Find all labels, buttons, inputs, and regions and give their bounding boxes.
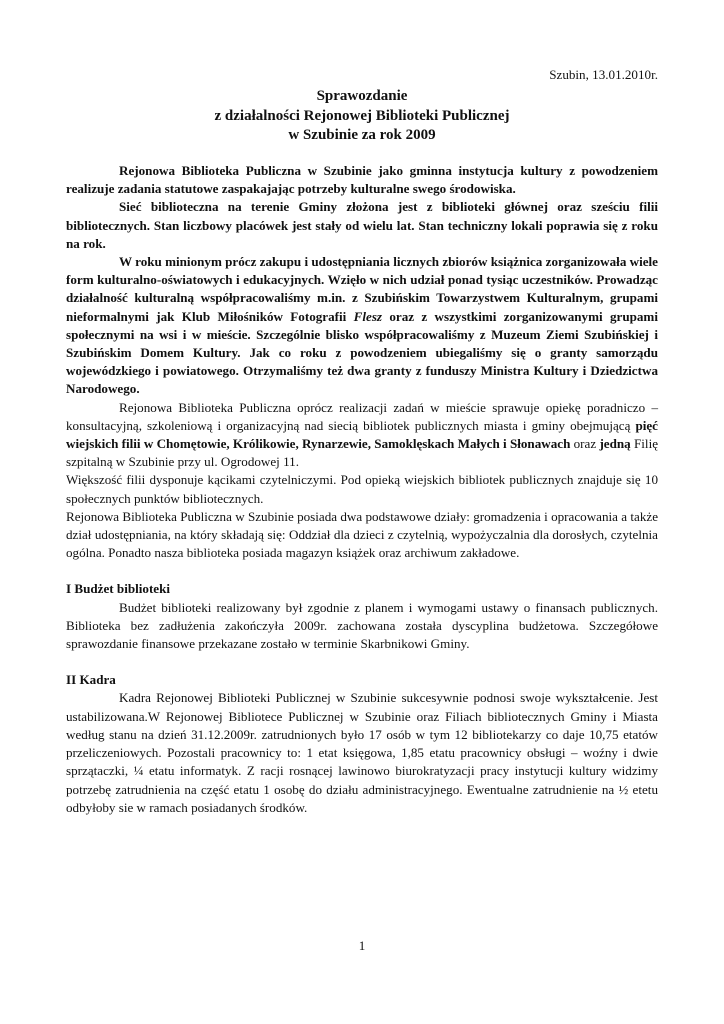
document-title bbox=[66, 87, 658, 146]
section-2-text: Kadra Rejonowej Biblioteki Publicznej w Szubinie sukcesywnie podnosi swoje wykształcenie. Jest ustabilizowana.W Rejonowej Bibliotece Publicznej w Szubinie oraz Filiach bibliotecznych Gminy i Miasta według stanu na dzień 31.12.2009r. zatrudnionych było 17 osób w tym 12 bibliotekarzy co daje 10,75 etatów przeliczeniowych. Pozostali pracownicy to: 1 etat księgowa, 1,85 etatu pracownicy obsługi – woźny i dwie sprzątaczki, ¼ etatu informatyk. Z racji rosnącej lawinowo biurokratyzacji pracy instytucji kultury widzimy potrzebę zatrudnienia na część etatu 1 osobę do działu administracyjnego. Ewentualne zatrudnienie na ½ etetu odbyłoby sie w ramach posiadanych środków. bbox=[66, 690, 658, 815]
flesz-club-name: Flesz bbox=[353, 308, 383, 324]
intro-paragraph-1: Rejonowa Biblioteka Publiczna w Szubinie jako gminna instytucja kultury z powodzeniem realizuje zadania statutowe zaspakajając potrzeby kulturalne swego środowiska. bbox=[66, 163, 658, 197]
section-1-heading: I Budżet biblioteki bbox=[66, 581, 171, 597]
section-1-text: Budżet biblioteki realizowany był zgodnie z planem i wymogami ustawy o finansach publicznych. Biblioteka bez zadłużenia zakończyła 2009r. zachowana została dyscyplina budżetowa. Szczegółowe sprawozdanie finansowe przekazane zostało w terminie Skarbnikowi Gminy. bbox=[66, 599, 658, 652]
page-number: 1 bbox=[358, 938, 366, 953]
intro-paragraph-5: Większość filii dysponuje kącikami czytelniczymi. Pod opieką wiejskich bibliotek publicznych znajduje się 10 społecznych punktów bibliotecznych. bbox=[66, 472, 658, 506]
section-spacer bbox=[66, 562, 658, 580]
intro-paragraph-3 bbox=[66, 253, 658, 399]
intro-paragraph-4-text-b: oraz bbox=[570, 436, 600, 452]
title-line-3: w Szubinie za rok 2009 bbox=[288, 127, 436, 143]
document-body bbox=[66, 162, 658, 817]
branch-list-bold: pięć wiejskich filii w Chomętowie, Królikowie, Rynarzewie, Samoklęskach Małych i Słonawach bbox=[66, 417, 658, 452]
intro-paragraph-2: Sieć biblioteczna na terenie Gminy złożona jest z biblioteki głównej oraz sześciu filii bibliotecznych. Stan liczbowy placówek jest stały od wielu lat. Stan techniczny lokali poprawia się z roku na rok. bbox=[66, 199, 658, 251]
intro-paragraph-4-text-a: Rejonowa Biblioteka Publiczna oprócz realizacji zadań w mieście sprawuje opiekę poradniczo – konsultacyjną, szkoleniową i organizacyjną nad siecią bibliotek publicznych miasta i gminy obejmującą bbox=[66, 399, 658, 433]
intro-paragraph-6: Rejonowa Biblioteka Publiczna w Szubinie posiada dwa podstawowe działy: gromadzenia i opracowania a także dział udostępniania, na który składają się: Oddział dla dzieci z czytelnią, wypożyczalnia dla dorosłych, czytelnia ogólna. Ponadto nasza biblioteka posiada magazyn książek oraz archiwum zakładowe. bbox=[66, 508, 658, 561]
section-2-heading: II Kadra bbox=[66, 672, 116, 688]
intro-paragraph-4 bbox=[66, 399, 658, 472]
document-date: Szubin, 13.01.2010r. bbox=[549, 67, 658, 82]
intro-paragraph-4-text-c: Filię szpitalną w Szubinie przy ul. Ogrodowej 11. bbox=[66, 436, 659, 470]
hospital-branch-count-bold: jedną bbox=[599, 436, 631, 452]
title-line-2: z działalności Rejonowej Biblioteki Publicznej bbox=[214, 107, 510, 124]
intro-paragraph-3-text-a: W roku minionym prócz zakupu i udostępniania licznych zbiorów książnica zorganizowała wiele form kulturalno-oświatowych i edukacyjnych. Wzięło w nich udział ponad tysiąc uczestników. Prowadząc działalność kulturalną współpracowaliśmy m.in. z Szubińskim Towarzystwem Kulturalnym, grupami nieformalnymi jak Klub Miłośników Fotografii bbox=[66, 254, 658, 324]
section-spacer bbox=[66, 653, 658, 671]
intro-paragraph-3-text-b: oraz z wszystkimi zorganizowanymi grupami społecznymi na wsi i w mieście. Szczególnie blisko współpracowaliśmy z Muzeum Ziemi Szubińskiej i Szubińskim Domem Kultury. Jak co roku z powodzeniem ubiegaliśmy się o granty samorządu wojewódzkiego i powiatowego. Otrzymaliśmy też dwa granty z funduszy Ministra Kultury i Dziedzictwa Narodowego. bbox=[66, 308, 658, 397]
title-line-1: Sprawozdanie bbox=[316, 88, 408, 104]
